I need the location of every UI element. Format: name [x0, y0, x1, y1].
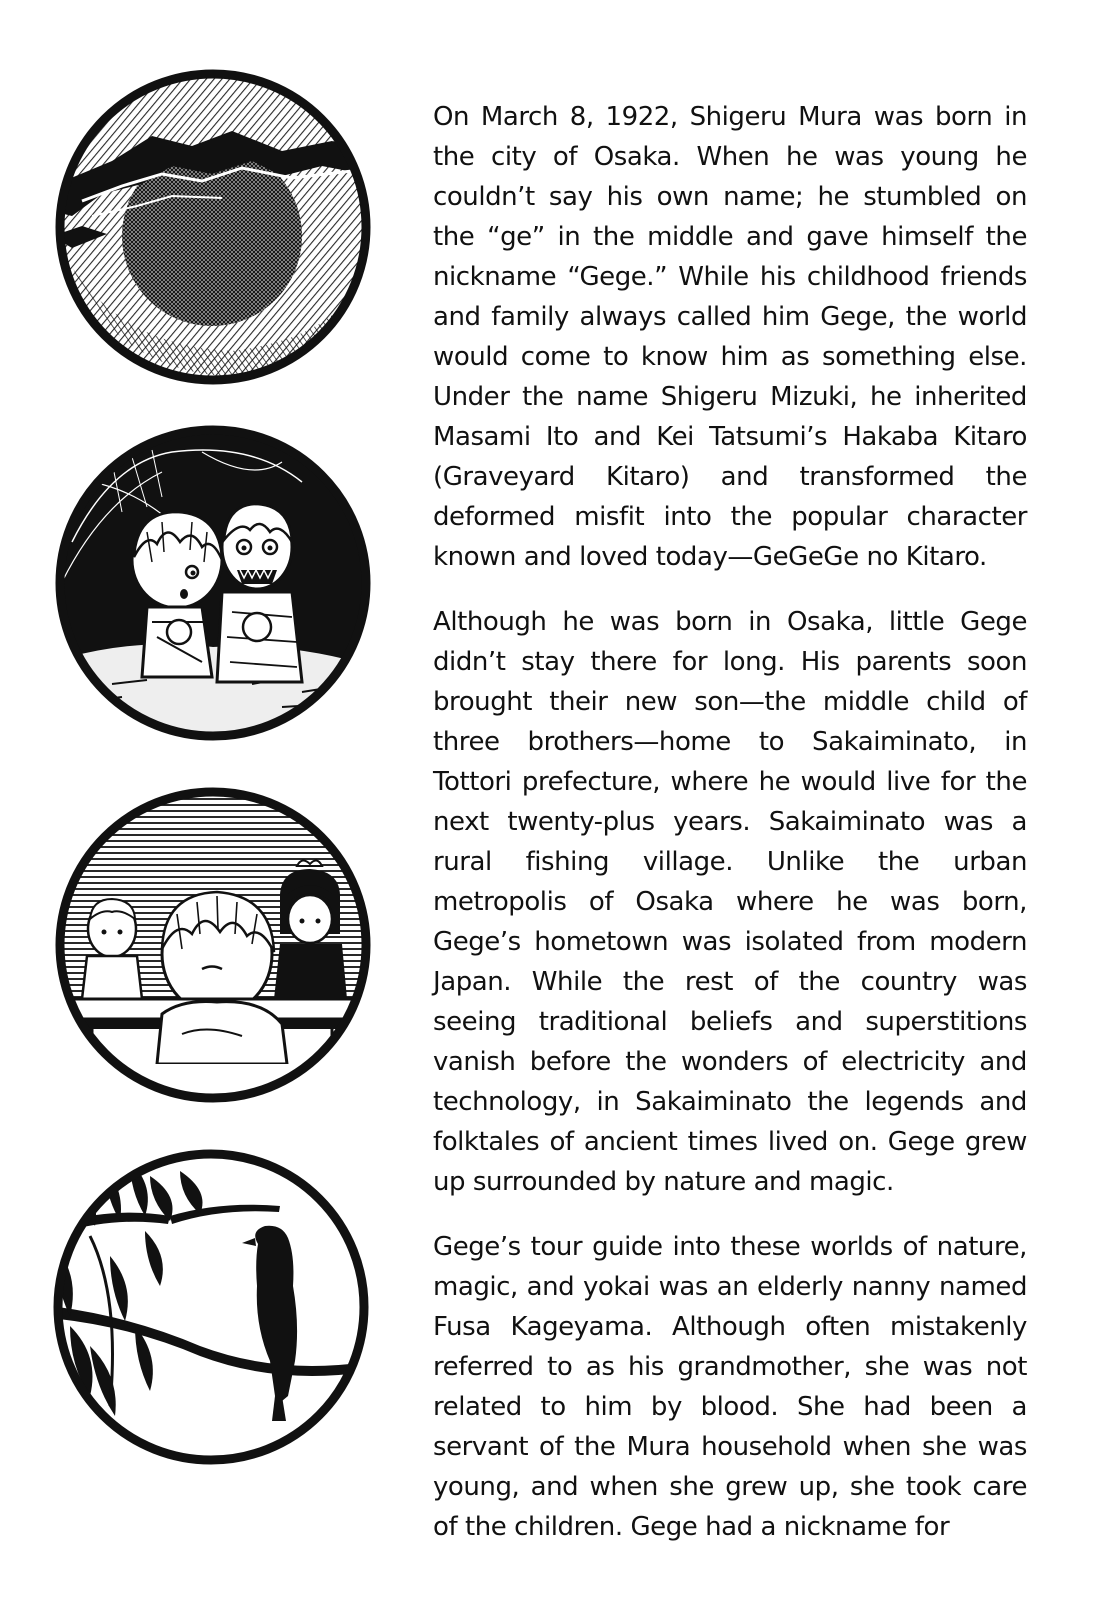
paragraph-sakaiminato: Although he was born in Osaka, little Gege didn’t stay there for long. His parents soon brought their new son—the middle child of three brothers—home to Sakaiminato, in Tottori prefecture, where he would live for the next twenty-plus years. Sakaiminato was a rural fishing village. Unlike the urban metropolis of Osaka where he was born, Gege’s hometown was isolated from modern Japan. While the rest of the country was seeing traditional beliefs and superstitions vanish before the wonders of electricity and technology, in Sakaiminato the legends and folktales of ancient times lived on. Gege grew up surrounded by nature and magic.: [433, 607, 1027, 1197]
paragraph-birth: On March 8, 1922, Shigeru Mura was born in the city of Osaka. When he was young he couldn’t say his own name; he stumbled on the “ge” in the middle and gave himself the nickname “Gege.” While his childhood friends and family always called him Gege, the world would come to know him as something else. Under the name Shigeru Mizuki, he inherited Masami Ito and Kei Tatsumi’s Hakaba Kitaro (Graveyard Kitaro) and transformed the deformed misfit into the popular character known and loved today—GeGeGe no Kitaro.: [433, 102, 1027, 572]
crow-illustration-art: [50, 1146, 372, 1468]
moon-illustration: [52, 66, 374, 388]
kitaro-friends-illustration-art: [52, 422, 374, 744]
classroom-illustration: [52, 784, 374, 1106]
paragraph-nanny: Gege’s tour guide into these worlds of nature, magic, and yokai was an elderly nanny named Fusa Kageyama. Although often mistakenly referred to as his grandmother, she was not related to him by blood. She had been a servant of the Mura household when she was young, and when she grew up, she took care of the children. Gege had a nickname for: [433, 1232, 1027, 1542]
body-text-column: [433, 97, 1027, 1572]
kitaro-friends-illustration: [52, 422, 374, 744]
classroom-illustration-art: [52, 784, 374, 1106]
moon-illustration-art: [52, 66, 374, 388]
crow-illustration: [50, 1146, 372, 1468]
